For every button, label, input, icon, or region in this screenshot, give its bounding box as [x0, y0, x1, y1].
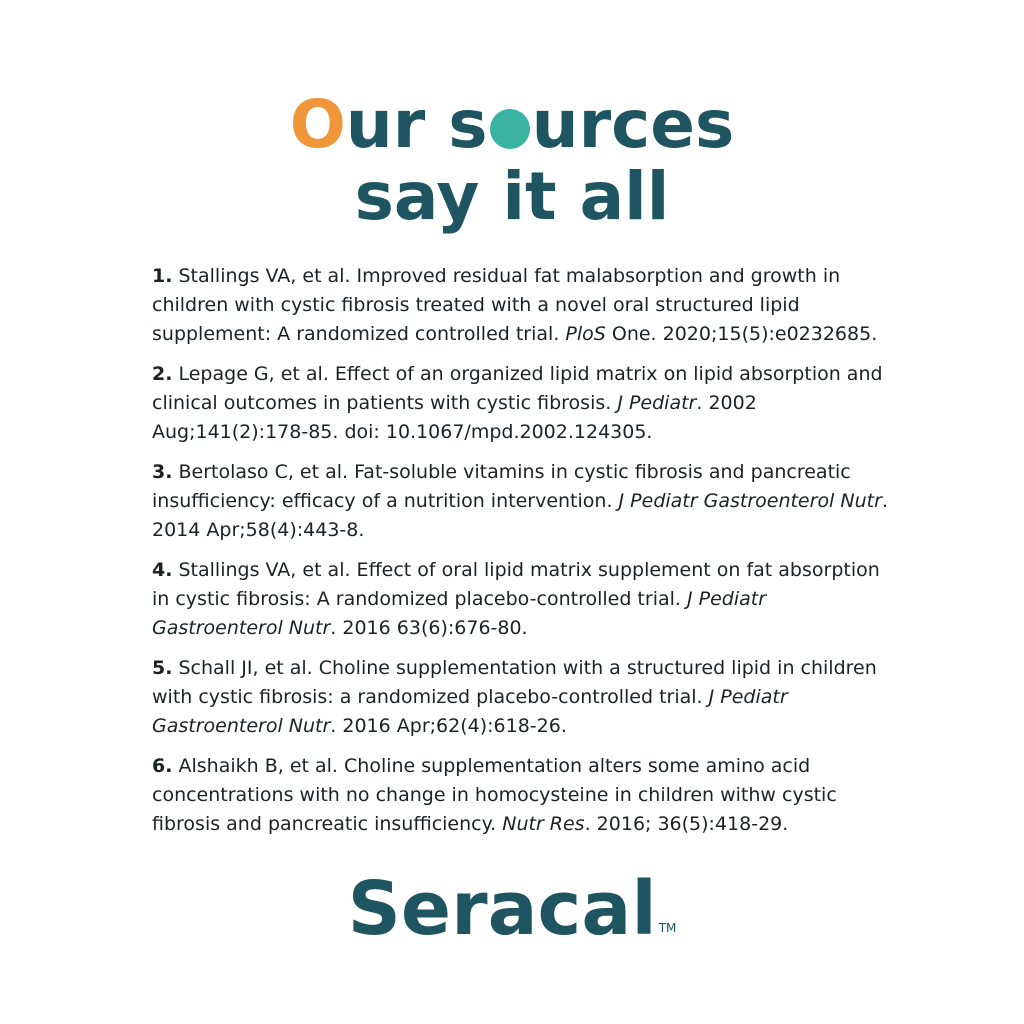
reference-journal: J Pediatr — [617, 392, 697, 414]
reference-number: 1. — [152, 265, 173, 287]
reference-item — [152, 360, 892, 447]
logo-wordmark: Seracal — [347, 866, 657, 952]
reference-journal: J Pediatr Gastroenterol Nutr — [152, 686, 788, 737]
reference-number: 5. — [152, 657, 173, 679]
reference-number: 3. — [152, 461, 173, 483]
reference-item — [152, 458, 892, 545]
trademark-symbol: TM — [658, 921, 677, 935]
reference-text: Schall JI, et al. Choline supplementation with a structured lipid in children with cystic fibrosis: a randomized placebo-controlled trial. — [152, 657, 877, 708]
reference-text: Bertolaso C, et al. Fat-soluble vitamins in cystic fibrosis and pancreatic insufficiency: efficacy of a nutrition intervention. — [152, 461, 851, 512]
reference-citation: . 2002 Aug;141(2):178-85. doi: 10.1067/mpd.2002.124305. — [152, 392, 757, 443]
seracal-logo — [0, 866, 1024, 952]
reference-item — [152, 654, 892, 741]
reference-text: Stallings VA, et al. Effect of oral lipid matrix supplement on fat absorption in cystic fibrosis: A randomized placebo-controlled trial. — [152, 559, 880, 610]
headline-text-b: urces — [531, 86, 735, 163]
reference-journal: PloS — [565, 323, 606, 345]
reference-item — [152, 752, 892, 839]
headline-text-a: ur s — [345, 86, 488, 163]
reference-text: Stallings VA, et al. Improved residual fat malabsorption and growth in children with cystic fibrosis treated with a novel oral structured lipid supplement: A randomized controlled trial. — [152, 265, 841, 345]
headline-orange-o: O — [289, 86, 346, 163]
teal-dot-icon — [490, 109, 530, 149]
reference-journal: J Pediatr Gastroenterol Nutr — [152, 588, 767, 639]
reference-journal: J Pediatr Gastroenterol Nutr — [618, 490, 882, 512]
reference-citation: One. 2020;15(5):e0232685. — [605, 323, 878, 345]
reference-journal: Nutr Res — [502, 813, 585, 835]
reference-citation: . 2016 63(6):676-80. — [330, 617, 528, 639]
reference-citation: . 2016; 36(5):418-29. — [584, 813, 789, 835]
reference-list — [152, 262, 892, 850]
reference-citation: . 2014 Apr;58(4):443-8. — [152, 490, 888, 541]
page-title-line-1 — [0, 86, 1024, 163]
reference-item — [152, 556, 892, 643]
reference-text: Lepage G, et al. Effect of an organized lipid matrix on lipid absorption and clinical outcomes in patients with cystic fibrosis. — [152, 363, 883, 414]
reference-number: 6. — [152, 755, 173, 777]
page-title-line-2: say it all — [354, 158, 670, 235]
reference-item — [152, 262, 892, 349]
reference-text: Alshaikh B, et al. Choline supplementation alters some amino acid concentrations with no change in homocysteine in children withw cystic fibrosis and pancreatic insufficiency. — [152, 755, 837, 835]
reference-number: 4. — [152, 559, 173, 581]
reference-number: 2. — [152, 363, 173, 385]
reference-citation: . 2016 Apr;62(4):618-26. — [330, 715, 567, 737]
